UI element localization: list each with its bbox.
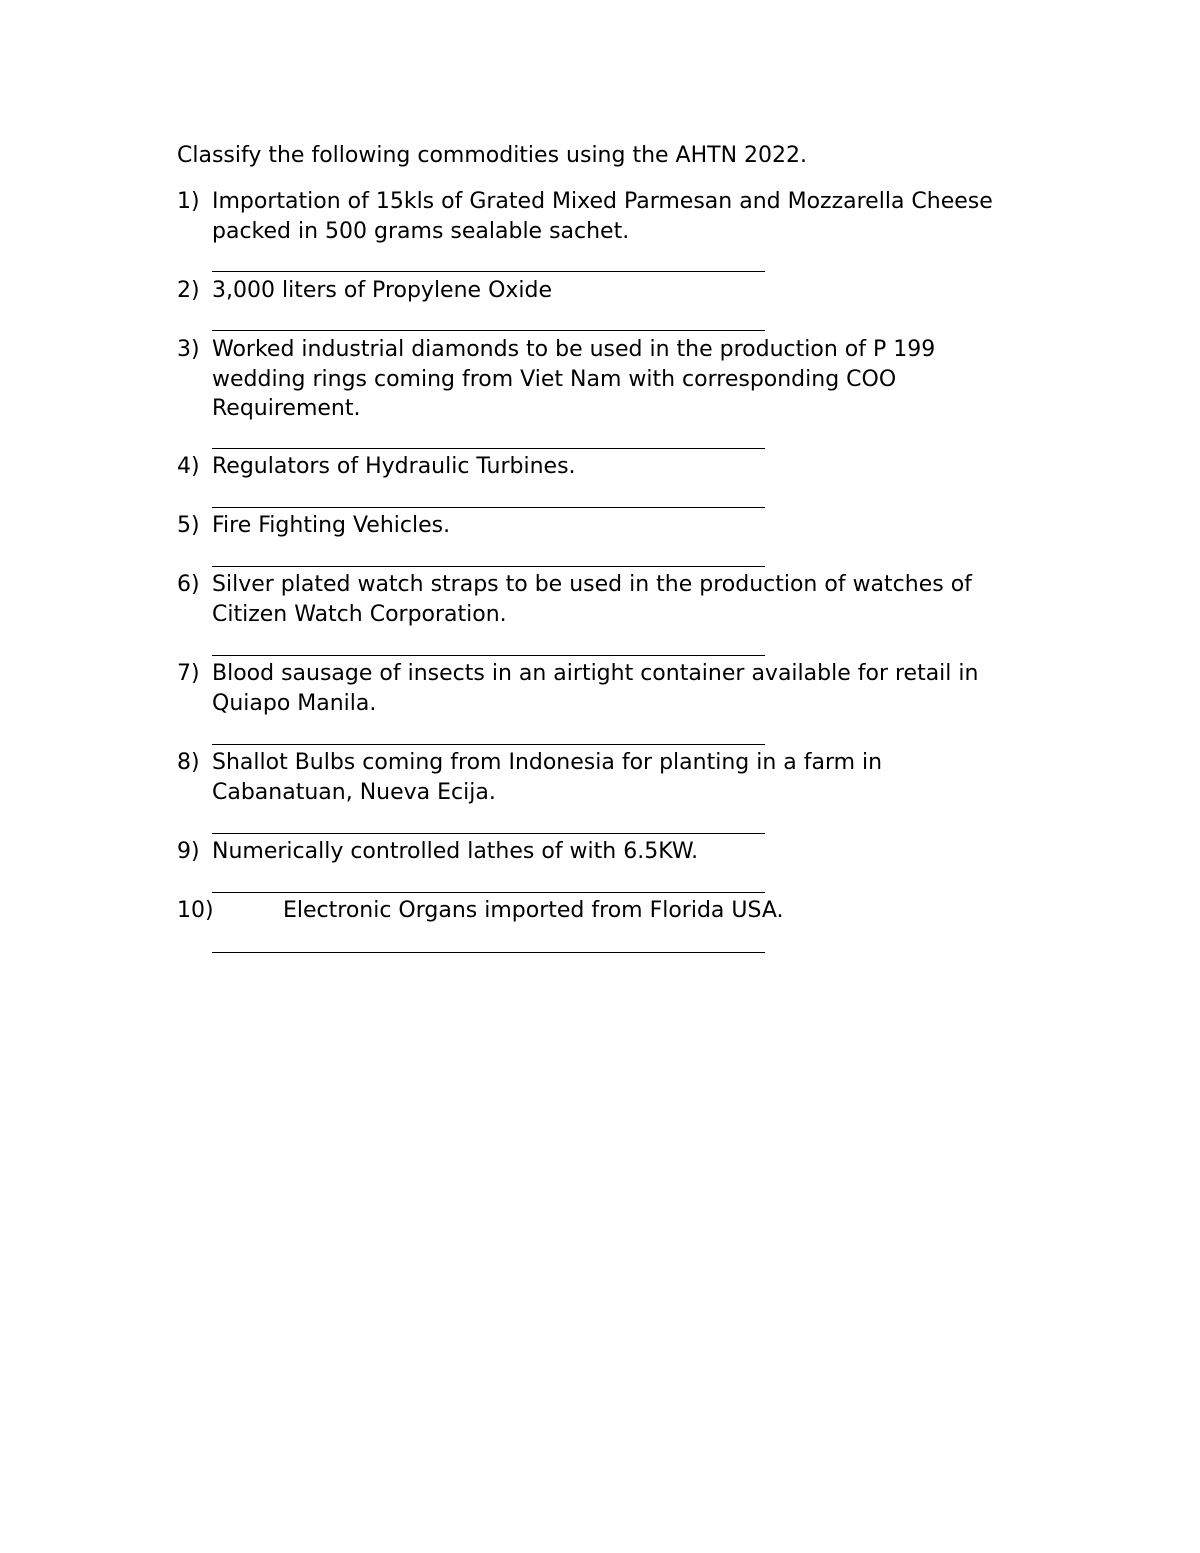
- answer-line-10[interactable]: [212, 952, 765, 953]
- answer-line-7[interactable]: [212, 744, 765, 745]
- question-text-line: packed in 500 grams sealable sachet.: [212, 218, 630, 244]
- question-5: [177, 511, 1077, 541]
- answer-line-9[interactable]: [212, 892, 765, 893]
- question-number: 5): [177, 513, 200, 538]
- question-number: 3): [177, 337, 200, 362]
- question-7: [177, 659, 1077, 718]
- instruction-text: Classify the following commodities using the AHTN 2022.: [177, 143, 808, 168]
- question-text-line: Silver plated watch straps to be used in the production of watches of: [212, 572, 972, 597]
- question-6: [177, 570, 1077, 629]
- question-text-line: Blood sausage of insects in an airtight container available for retail in: [212, 661, 979, 686]
- question-9: [177, 837, 1077, 867]
- question-3: [177, 335, 1077, 424]
- answer-line-6[interactable]: [212, 655, 765, 656]
- question-text-line: Shallot Bulbs coming from Indonesia for planting in a farm in: [212, 750, 883, 775]
- question-number: 1): [177, 189, 200, 214]
- question-text-line: Requirement.: [212, 396, 361, 421]
- answer-line-1[interactable]: [212, 271, 765, 272]
- question-4: [177, 452, 1077, 482]
- question-text-line: Numerically controlled lathes of with 6.5KW.: [212, 839, 699, 864]
- question-text-line: Fire Fighting Vehicles.: [212, 513, 451, 538]
- question-text-line: wedding rings coming from Viet Nam with corresponding COO: [212, 366, 897, 392]
- answer-line-3[interactable]: [212, 448, 765, 449]
- answer-line-2[interactable]: [212, 330, 765, 331]
- question-number: 8): [177, 750, 200, 775]
- question-text-line: Quiapo Manila.: [212, 690, 377, 716]
- question-text-line: Importation of 15kls of Grated Mixed Parmesan and Mozzarella Cheese: [212, 189, 993, 214]
- question-number: 10): [177, 898, 214, 923]
- question-10: [177, 896, 1077, 926]
- answer-line-8[interactable]: [212, 833, 765, 834]
- question-text-line: Electronic Organs imported from Florida USA.: [283, 898, 784, 923]
- question-text-line: 3,000 liters of Propylene Oxide: [212, 278, 553, 303]
- question-text-line: Regulators of Hydraulic Turbines.: [212, 454, 576, 479]
- answer-line-5[interactable]: [212, 566, 765, 567]
- question-8: [177, 748, 1077, 807]
- question-2: [177, 276, 1077, 306]
- question-number: 7): [177, 661, 200, 686]
- question-1: [177, 187, 1077, 246]
- question-number: 9): [177, 839, 200, 864]
- answer-line-4[interactable]: [212, 507, 765, 508]
- question-text-line: Worked industrial diamonds to be used in the production of P 199: [212, 337, 936, 362]
- question-number: 2): [177, 278, 200, 303]
- question-number: 6): [177, 572, 200, 597]
- question-text-line: Citizen Watch Corporation.: [212, 601, 507, 627]
- question-number: 4): [177, 454, 200, 479]
- question-text-line: Cabanatuan, Nueva Ecija.: [212, 779, 496, 805]
